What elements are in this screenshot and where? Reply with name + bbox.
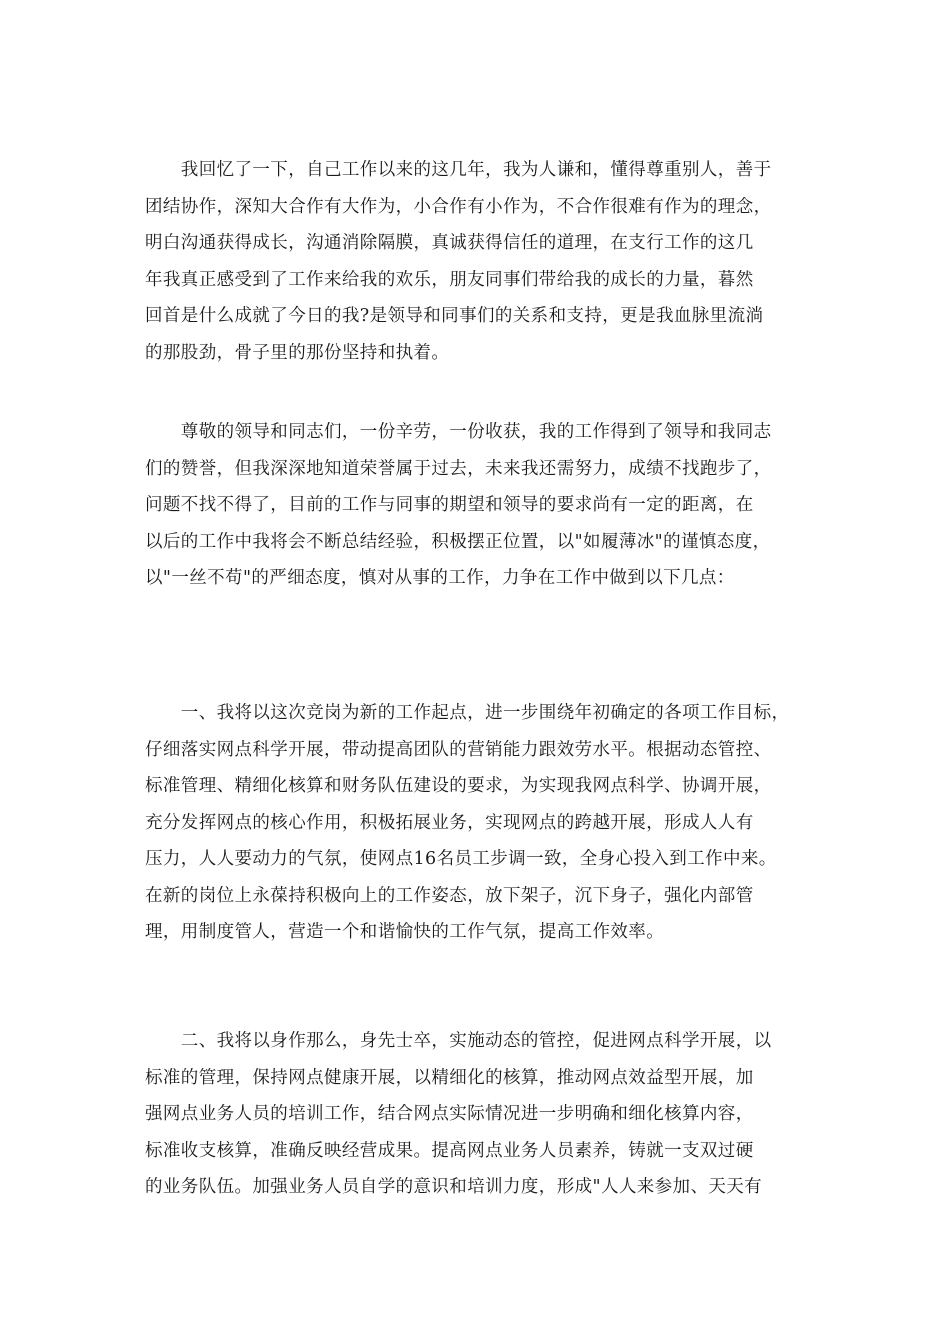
text-line: 以后的工作中我将会不断总结经验，积极摆正位置，以"如履薄冰"的谨慎态度， [145,531,771,552]
text-line: 年我真正感受到了工作来给我的欢乐，朋友同事们带给我的成长的力量，暮然 [145,269,754,290]
text-line: 强网点业务人员的培训工作，结合网点实际情况进一步明确和细化核算内容， [145,1104,754,1124]
paragraph-3 [145,695,815,951]
paragraph-2 [145,414,815,597]
text-line: 标准管理、精细化核算和财务队伍建设的要求，为实现我网点科学、协调开展， [145,776,772,796]
text-line: 二、我将以身作那么，身先士卒，实施动态的管控，促进网点科学开展，以 [145,1031,772,1051]
text-line: 明白沟通获得成长，沟通消除隔膜，真诚获得信任的道理，在支行工作的这几 [145,233,754,253]
text-line: 仔细落实网点科学开展，带动提高团队的营销能力跟效劳水平。根据动态管控、 [145,739,772,760]
text-line: 压力，人人要动力的气氛，使网点16名员工步调一致，全身心投入到工作中来。 [145,849,777,869]
text-line: 们的赞誉，但我深深地知道荣誉属于过去，未来我还需努力，成绩不找跑步了， [145,458,772,479]
text-line: 一、我将以这次竞岗为新的工作起点，进一步围绕年初确定的各项工作目标， [145,703,790,723]
text-line: 的业务队伍。加强业务人员自学的意识和培训力度，形成"人人来参加、天天有 [145,1177,763,1197]
text-line: 我回忆了一下，自己工作以来的这几年，我为人谦和，懂得尊重别人，善于 [145,160,772,180]
paragraph-4 [145,1023,815,1206]
paragraph-1 [145,152,815,371]
text-line: 的那股劲，骨子里的那份坚持和执着。 [145,342,450,363]
text-line: 标准收支核算，准确反映经营成果。提高网点业务人员素养，铸就一支双过硬 [145,1140,754,1161]
text-line: 回首是什么成就了今日的我?是领导和同事们的关系和支持，更是我血脉里流淌 [145,306,764,326]
text-line: 问题不找不得了，目前的工作与同事的期望和领导的要求尚有一定的距离，在 [145,495,754,515]
text-line: 团结协作，深知大合作有大作为，小合作有小作为，不合作很难有作为的理念， [145,196,772,217]
text-line: 以"一丝不苟"的严细态度，慎对从事的工作，力争在工作中做到以下几点： [145,568,735,588]
text-line: 在新的岗位上永葆持积极向上的工作姿态，放下架子，沉下身子，强化内部管 [145,885,754,906]
text-line: 充分发挥网点的核心作用，积极拓展业务，实现网点的跨越开展，形成人人有 [145,812,754,833]
text-line: 标准的管理，保持网点健康开展，以精细化的核算，推动网点效益型开展，加 [145,1067,754,1088]
text-line: 理，用制度管人，营造一个和谐愉快的工作气氛，提高工作效率。 [145,922,665,942]
text-line: 尊敬的领导和同志们，一份辛劳，一份收获，我的工作得到了领导和我同志 [145,422,772,442]
